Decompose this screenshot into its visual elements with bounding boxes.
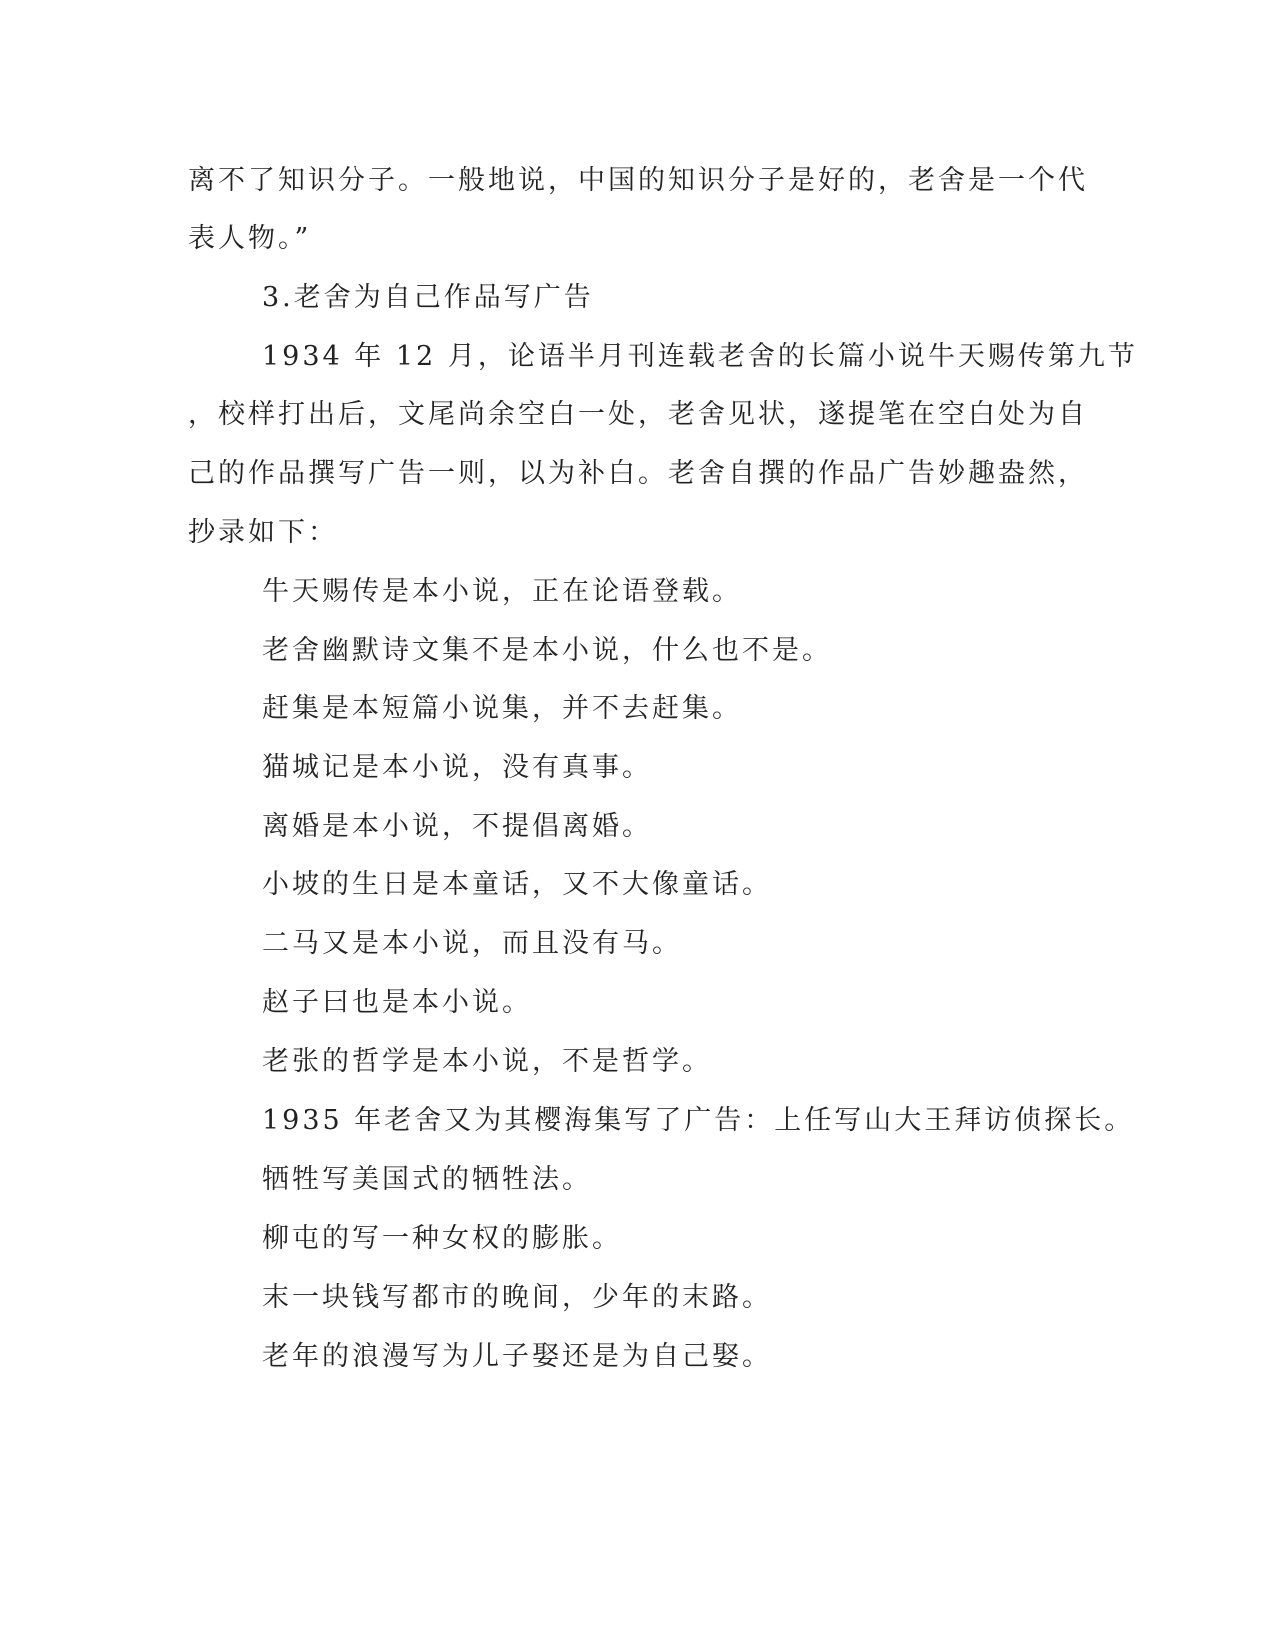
paragraph-line-3: 1934 年 12 月，论语半月刊连载老舍的长篇小说牛天赐传第九节	[262, 341, 1138, 372]
ad-line-7: 二马又是本小说，而且没有马。	[262, 928, 682, 959]
ad-line-10: 1935 年老舍又为其樱海集写了广告：上任写山大王拜访侦探长。	[262, 1105, 1135, 1136]
ad-line-1: 牛天赐传是本小说，正在论语登载。	[262, 576, 742, 607]
paragraph-line-5: 己的作品撰写广告一则，以为补白。老舍自撰的作品广告妙趣盎然，	[188, 458, 1088, 489]
ad-line-8: 赵子曰也是本小说。	[262, 987, 532, 1018]
ad-line-12: 柳屯的写一种女权的膨胀。	[262, 1223, 622, 1254]
paragraph-line-6: 抄录如下：	[188, 517, 338, 548]
ad-line-13: 末一块钱写都市的晚间，少年的末路。	[262, 1282, 772, 1313]
paragraph-line-1: 离不了知识分子。一般地说，中国的知识分子是好的，老舍是一个代	[188, 165, 1088, 196]
section-heading: 3.老舍为自己作品写广告	[262, 282, 594, 313]
ad-line-5: 离婚是本小说，不提倡离婚。	[262, 811, 652, 842]
ad-line-4: 猫城记是本小说，没有真事。	[262, 752, 652, 783]
ad-line-6: 小坡的生日是本童话，又不大像童话。	[262, 869, 772, 900]
paragraph-line-2: 表人物。”	[188, 223, 312, 254]
paragraph-line-4: ，校样打出后，文尾尚余空白一处，老舍见状，遂提笔在空白处为自	[188, 399, 1088, 430]
ad-line-9: 老张的哲学是本小说，不是哲学。	[262, 1046, 712, 1077]
ad-line-14: 老年的浪漫写为儿子娶还是为自己娶。	[262, 1341, 772, 1372]
ad-line-11: 牺牲写美国式的牺牲法。	[262, 1164, 592, 1195]
ad-line-2: 老舍幽默诗文集不是本小说，什么也不是。	[262, 635, 832, 666]
ad-line-3: 赶集是本短篇小说集，并不去赶集。	[262, 693, 742, 724]
